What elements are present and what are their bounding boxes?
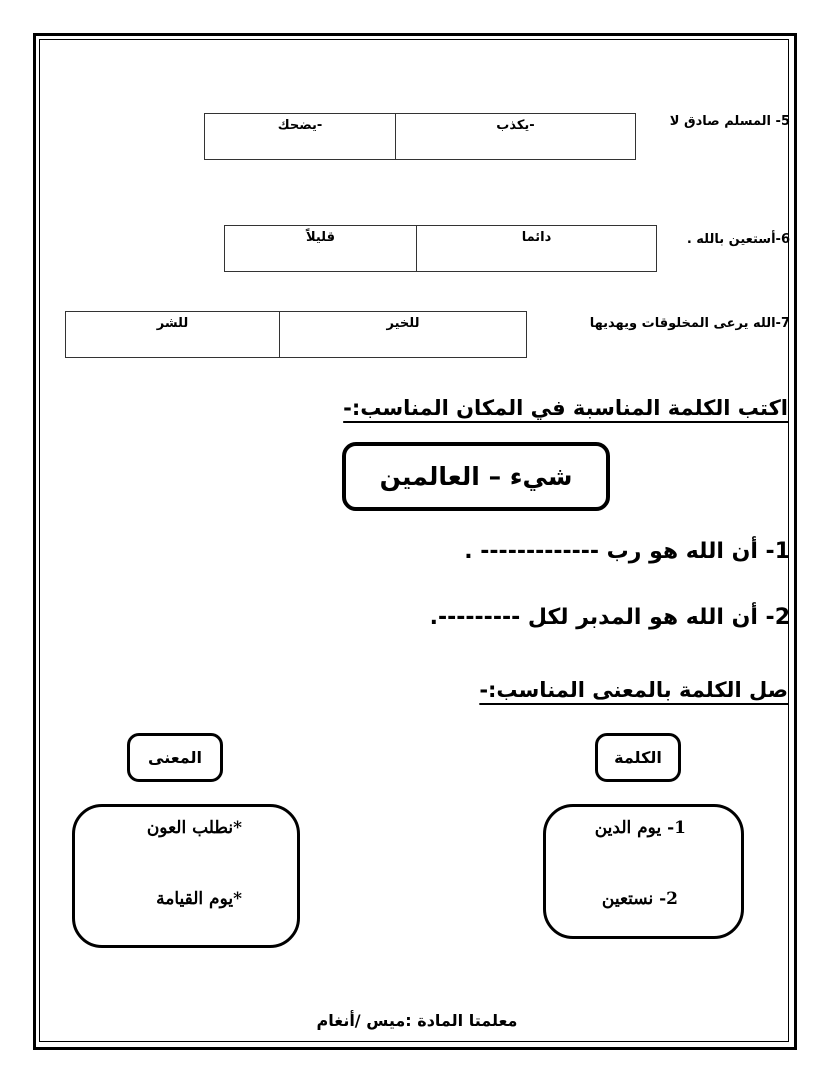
word-header: الكلمة xyxy=(614,748,662,767)
fill-item-1: 1- أن الله هو رب ------------- . xyxy=(464,539,790,564)
question-6-label: 6-أستعين بالله . xyxy=(686,232,790,247)
meaning-header: المعنى xyxy=(148,748,202,767)
meaning-item[interactable]: *يوم القيامة xyxy=(156,889,242,909)
question-5-options xyxy=(204,113,636,160)
word-bank-box xyxy=(342,442,610,511)
word-bank-text: شيء – العالمين xyxy=(379,462,573,491)
question-7-options xyxy=(65,311,527,358)
word-item[interactable]: 2- نستعين xyxy=(601,889,678,909)
meaning-header-box xyxy=(127,733,223,782)
question-5-label: 5- المسلم صادق لا xyxy=(669,114,790,129)
option-cell[interactable]: قليلاً xyxy=(225,226,417,272)
option-cell[interactable]: -يضحك xyxy=(205,114,396,160)
question-7-label: 7-الله يرعى المخلوقات ويهديها xyxy=(589,316,790,331)
option-cell[interactable]: -يكذب xyxy=(396,114,636,160)
option-cell[interactable]: للخير xyxy=(280,312,527,358)
match-section-heading: صل الكلمة بالمعنى المناسب:- xyxy=(479,678,788,702)
word-item[interactable]: 1- يوم الدين xyxy=(594,818,686,838)
option-cell[interactable]: للشر xyxy=(66,312,280,358)
footer-teachers: معلمتا المادة :ميس /أنغام xyxy=(316,1011,518,1030)
fill-section-heading: اكتب الكلمة المناسبة في المكان المناسب:- xyxy=(343,396,788,420)
word-header-box xyxy=(595,733,681,782)
option-cell[interactable]: دائما xyxy=(417,226,657,272)
question-6-options xyxy=(224,225,657,272)
fill-item-2: 2- أن الله هو المدبر لكل ---------. xyxy=(429,605,790,630)
meaning-item[interactable]: *نطلب العون xyxy=(146,818,242,838)
